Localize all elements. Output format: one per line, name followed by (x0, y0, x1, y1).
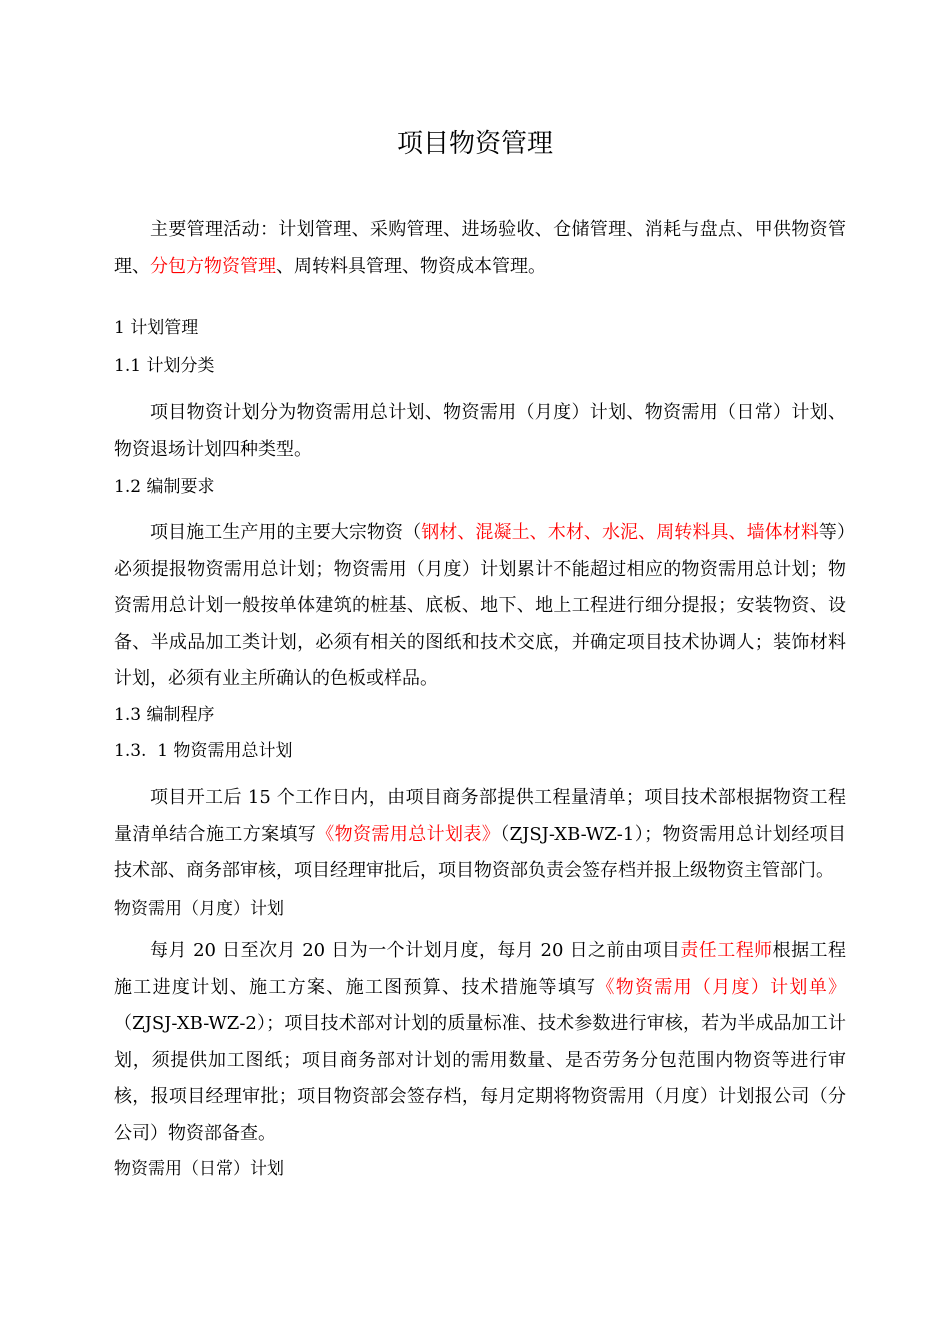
heading-monthly-plan: 物资需用（月度）计划 (114, 899, 284, 919)
p1-3-1-highlight: 《物资需用总计划表》 (316, 823, 501, 845)
heading-1-2: 1.2 编制要求 (114, 477, 215, 497)
monthly-highlight-2: 《物资需用（月度）计划单》 (596, 976, 847, 998)
monthly-text-a: 每月 20 日至次月 20 日为一个计划月度，每月 20 日之前由项目 (150, 940, 681, 961)
intro-text-b: 、周转料具管理、物资成本管理。 (276, 255, 546, 277)
p1-2-text-a: 项目施工生产用的主要大宗物资（ (150, 522, 422, 543)
paragraph-monthly-plan (114, 933, 846, 1152)
heading-daily-plan: 物资需用（日常）计划 (114, 1159, 284, 1179)
document-title: 项目物资管理 (396, 129, 553, 159)
monthly-text-c: （ZJSJ-XB-WZ-2）；项目技术部对计划的质量标准、技术参数进行审核，若为半成品加工计划，须提供加工图纸；项目商务部对计划的需用数量、是否劳务分包范围内物资等进行审核，报项目经理审批；项目物资部会签存档，每月定期将物资需用（月度）计划报公司（分公司）物资部备查。 (114, 1013, 846, 1144)
intro-text-a: 主要管理活动：计划管理、采购管理、进场验收、仓储管理、消耗与盘点、甲供物资管理、 (114, 219, 846, 277)
paragraph-1-3-1 (114, 780, 846, 890)
heading-1: 1 计划管理 (114, 318, 199, 338)
paragraph-1-1: 项目物资计划分为物资需用总计划、物资需用（月度）计划、物资需用（日常）计划、物资退场计划四种类型。 (114, 402, 846, 460)
intro-paragraph (114, 212, 846, 285)
p1-2-highlight: 钢材、混凝土、木材、水泥、周转料具、墙体材料 (421, 522, 819, 543)
paragraph-1-2 (114, 515, 846, 698)
heading-1-3-1: 1.3. 1 物资需用总计划 (114, 741, 293, 761)
heading-1-3: 1.3 编制程序 (114, 705, 215, 725)
intro-highlight: 分包方物资管理 (150, 255, 276, 277)
monthly-highlight-1: 责任工程师 (680, 940, 773, 961)
heading-1-1: 1.1 计划分类 (114, 356, 215, 376)
p1-3-1-text-b: （ZJSJ-XB-WZ-1）；物资需用总计划经项目技术部、商务部审核，项目经理审批后，项目物资部负责会签存档并报上级物资主管部门。 (114, 823, 846, 881)
p1-3-1-text-a: 项目开工后 15 个工作日内，由项目商务部提供工程量清单；项目技术部根据物资工程量清单结合施工方案填写 (114, 787, 846, 845)
p1-2-text-b: 等）必须提报物资需用总计划；物资需用（月度）计划累计不能超过相应的物资需用总计划；物资需用总计划一般按单体建筑的桩基、底板、地下、地上工程进行细分提报；安装物资、设备、半成品加工类计划，必须有相关的图纸和技术交底，并确定项目技术协调人；装饰材料计划，必须有业主所确认的色板或样品。 (114, 522, 847, 689)
monthly-text-b: 根据工程施工进度计划、施工方案、施工图预算、技术措施等填写 (114, 940, 846, 998)
